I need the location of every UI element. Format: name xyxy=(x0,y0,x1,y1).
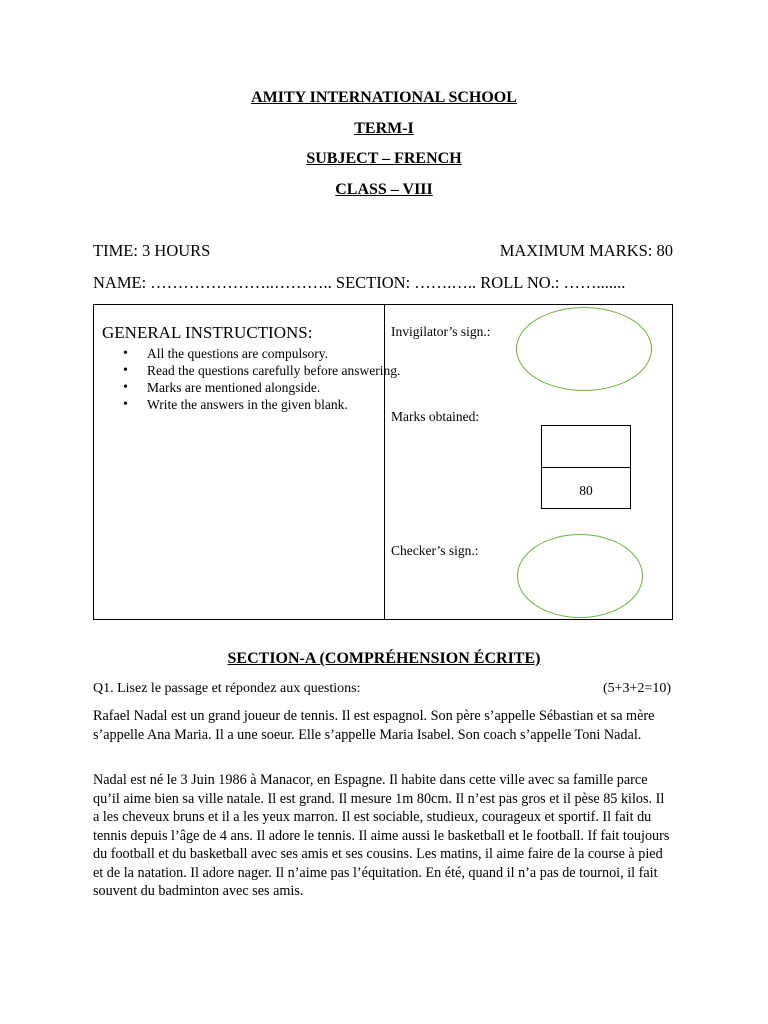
instruction-item: • Read the questions carefully before answering. xyxy=(147,362,417,379)
marks-total: 80 xyxy=(579,483,593,498)
instructions-box xyxy=(93,304,673,620)
max-marks-label: MAXIMUM MARKS: 80 xyxy=(499,241,673,260)
instruction-item: • Marks are mentioned alongside. xyxy=(147,379,417,396)
invigilator-sign-label: Invigilator’s sign.: xyxy=(391,324,491,339)
question-1 xyxy=(93,681,671,697)
school-name: AMITY INTERNATIONAL SCHOOL xyxy=(251,89,517,106)
subject-heading: SUBJECT – FRENCH xyxy=(306,150,462,167)
question-1-marks: (5+3+2=10) xyxy=(602,681,671,696)
time-label: TIME: 3 HOURS xyxy=(93,241,211,260)
instructions-list xyxy=(102,345,417,413)
invigilator-sign-oval[interactable] xyxy=(516,307,652,391)
class-heading: CLASS – VIII xyxy=(335,181,433,198)
checker-sign-label: Checker’s sign.: xyxy=(391,543,479,558)
checker-sign-oval[interactable] xyxy=(517,534,643,618)
passage-paragraph-2: Nadal est né le 3 Juin 1986 à Manacor, en Espagne. Il habite dans cette ville avec sa famille parce qu’il aime bien sa ville natale. Il est grand. Il mesure 1m 80cm. Il n’est pas gros et il pèse 85 kilos. Il a les cheveux bruns et il a les yeux marron. Il est sociable, studieux, courageux et sportif. Il fait du tennis depuis l’âge de 4 ans. Il adore le tennis. Il aime aussi le basketball et le football. If fait toujours du football et du basketball avec ses amis et ses cousins. Les matins, il aime faire de la course à pied et de la natation. Il adore nager. Il n’aime pas l’équitation. En été, quand il n’a pas de tournoi, il fait souvent du badminton avec ses amis. xyxy=(93,772,670,899)
question-1-text: Q1. Lisez le passage et répondez aux questions: xyxy=(93,681,361,696)
instructions-title: GENERAL INSTRUCTIONS: xyxy=(102,323,313,342)
name-section-roll-line: NAME: …………………..……….. SECTION: …….….. ROLL NO.: ……....... xyxy=(93,273,626,292)
section-a-title: SECTION-A (COMPRÉHENSION ÉCRITE) xyxy=(227,650,541,667)
passage-paragraph-1: Rafael Nadal est un grand joueur de tennis. Il est espagnol. Son père s’appelle Sébastian et sa mère s’appelle Ana Maria. Il a une soeur. Elle s’appelle Maria Isabel. Son coach s’appelle Toni Nadal. xyxy=(93,708,655,743)
instruction-item: • Write the answers in the given blank. xyxy=(147,396,417,413)
marks-obtained-box[interactable] xyxy=(541,425,631,509)
marks-obtained-label: Marks obtained: xyxy=(391,409,480,424)
instruction-item: • All the questions are compulsory. xyxy=(147,345,417,362)
marks-box-divider xyxy=(542,467,630,468)
term-heading: TERM-I xyxy=(354,120,414,137)
